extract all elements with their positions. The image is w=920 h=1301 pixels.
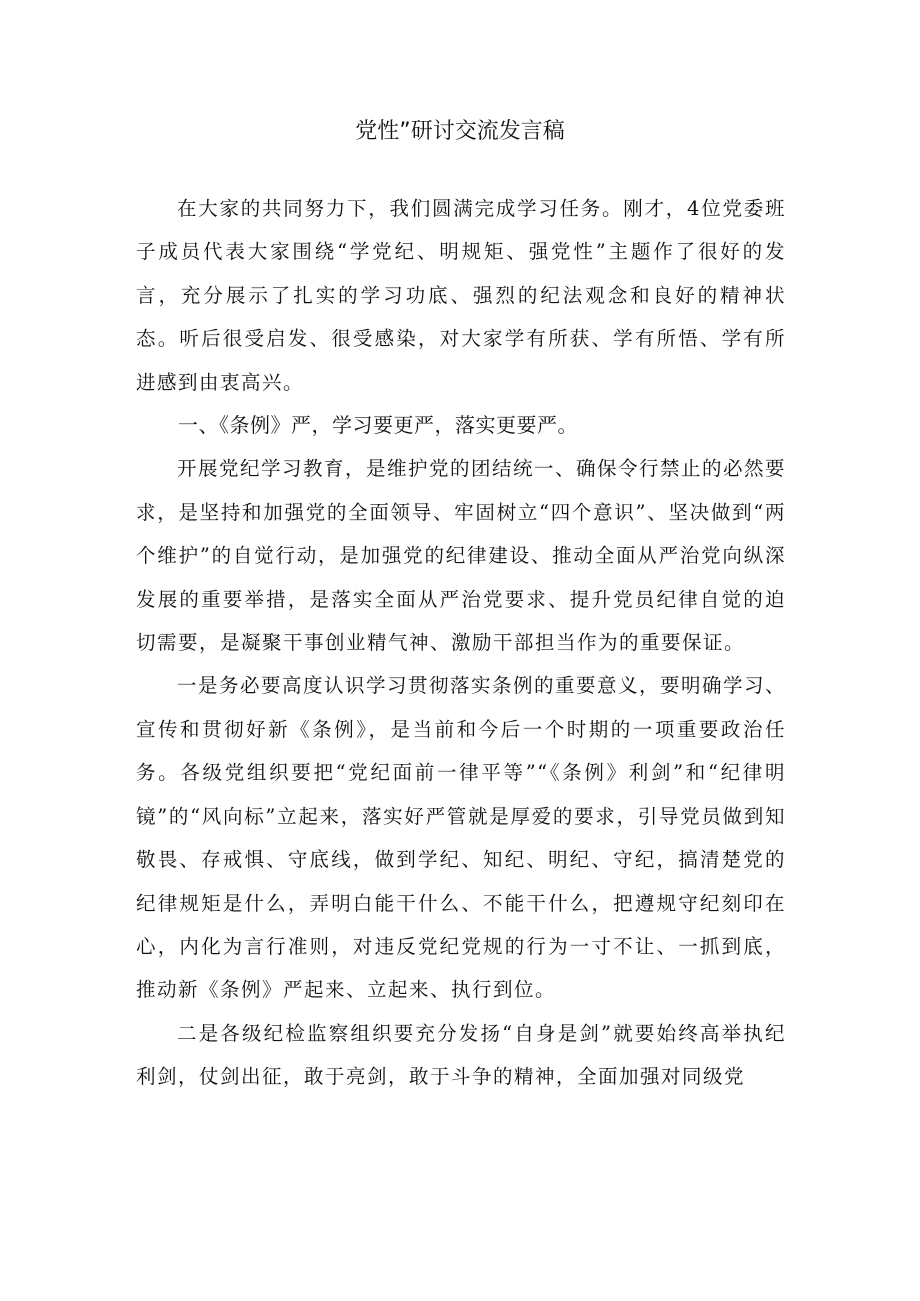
document-body xyxy=(136,187,786,1099)
paragraph-significance: 开展党纪学习教育，是维护党的团结统一、确保令行禁止的必然要求，是坚持和加强党的全面领导、牢固树立“四个意识”、坚决做到“两个维护”的自觉行动，是加强党的纪律建设、推动全面从严治党向纵深发展的重要举措，是落实全面从严治党要求、提升党员纪律自觉的迫切需要，是凝聚干事创业精气神、激励干部担当作为的重要保证。 xyxy=(136,457,786,655)
paragraph-point-one: 一是务必要高度认识学习贯彻落实条例的重要意义，要明确学习、宣传和贯彻好新《条例》，是当前和今后一个时期的一项重要政治任务。各级党组织要把“党纪面前一律平等”“《条例》利剑”和“纪律明镜”的“风向标”立起来，落实好严管就是厚爱的要求，引导党员做到知敬畏、存戒惧、守底线，做到学纪、知纪、明纪、守纪，搞清楚党的纪律规矩是什么，弄明白能干什么、不能干什么，把遵规守纪刻印在心，内化为言行准则，对违反党纪党规的行为一寸不让、一抓到底，推动新《条例》严起来、立起来、执行到位。 xyxy=(136,674,786,1002)
paragraph-intro: 在大家的共同努力下，我们圆满完成学习任务。刚才，4位党委班子成员代表大家围绕“学党纪、明规矩、强党性”主题作了很好的发言，充分展示了扎实的学习功底、强烈的纪法观念和良好的精神状态。听后很受启发、很受感染，对大家学有所获、学有所悟、学有所进感到由衷高兴。 xyxy=(136,197,786,394)
section-heading-1: 一、《条例》严，学习要更严，落实更要严。 xyxy=(178,413,578,438)
paragraph-point-two: 二是各级纪检监察组织要充分发扬“自身是剑”就要始终高举执纪利剑，仗剑出征，敢于亮剑，敢于斗争的精神，全面加强对同级党 xyxy=(136,1021,786,1089)
document-title: 党性”研讨交流发言稿 xyxy=(355,119,565,144)
